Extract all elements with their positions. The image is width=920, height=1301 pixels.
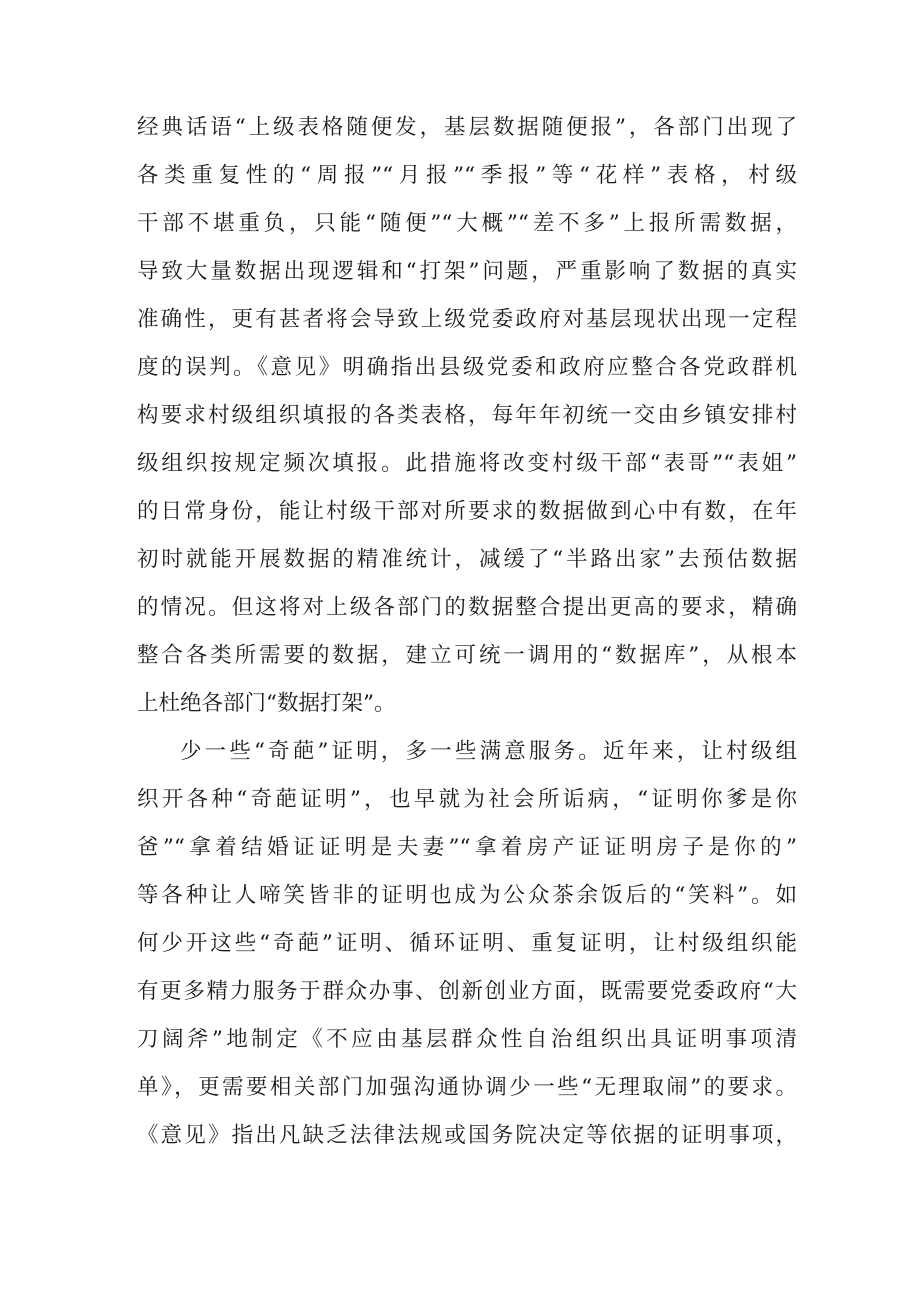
text-line: 爸”“拿着结婚证证明是夫妻”“拿着房产证证明房子是你的”: [137, 835, 797, 860]
text-line: 上杜绝各部门“数据打架”。: [137, 691, 396, 716]
text-line: 的日常身份，能让村级干部对所要求的数据做到心中有数，在年: [137, 499, 797, 524]
text-line: 少一些“奇葩”证明，多一些满意服务。近年来，让村级组: [180, 739, 797, 764]
text-line: 等各种让人啼笑皆非的证明也成为公众茶余饭后的“笑料”。如: [137, 883, 797, 908]
paragraph-data-reporting: [137, 104, 797, 728]
text-line: 有更多精力服务于群众办事、创新创业方面，既需要党委政府“大: [137, 979, 797, 1004]
text-line: 各类重复性的“周报”“月报”“季报”等“花样”表格，村级: [137, 163, 797, 188]
text-line: 准确性，更有甚者将会导致上级党委政府对基层现状出现一定程: [137, 307, 797, 332]
text-line: 《意见》指出凡缺乏法律法规或国务院决定等依据的证明事项，: [137, 1123, 797, 1148]
text-line: 初时就能开展数据的精准统计，减缓了“半路出家”去预估数据: [137, 547, 797, 572]
text-line: 干部不堪重负，只能“随便”“大概”“差不多”上报所需数据，: [137, 211, 797, 236]
paragraph-certificates: [137, 728, 797, 1160]
text-line: 经典话语“上级表格随便发，基层数据随便报”，各部门出现了: [137, 115, 797, 140]
text-line: 级组织按规定频次填报。此措施将改变村级干部“表哥”“表姐”: [137, 451, 797, 476]
text-line: 的情况。但这将对上级各部门的数据整合提出更高的要求，精确: [137, 595, 797, 620]
text-line: 整合各类所需要的数据，建立可统一调用的“数据库”，从根本: [137, 643, 797, 668]
text-line: 刀阔斧”地制定《不应由基层群众性自治组织出具证明事项清: [137, 1027, 797, 1052]
document-body: [137, 104, 797, 1160]
text-line: 何少开这些“奇葩”证明、循环证明、重复证明，让村级组织能: [137, 931, 797, 956]
text-line: 构要求村级组织填报的各类表格，每年年初统一交由乡镇安排村: [137, 403, 797, 428]
text-line: 单》，更需要相关部门加强沟通协调少一些“无理取闹”的要求。: [137, 1075, 797, 1100]
text-line: 导致大量数据出现逻辑和“打架”问题，严重影响了数据的真实: [137, 259, 797, 284]
text-line: 度的误判。《意见》明确指出县级党委和政府应整合各党政群机: [137, 355, 797, 380]
text-line: 织开各种“奇葩证明”，也早就为社会所诟病，“证明你爹是你: [137, 787, 797, 812]
